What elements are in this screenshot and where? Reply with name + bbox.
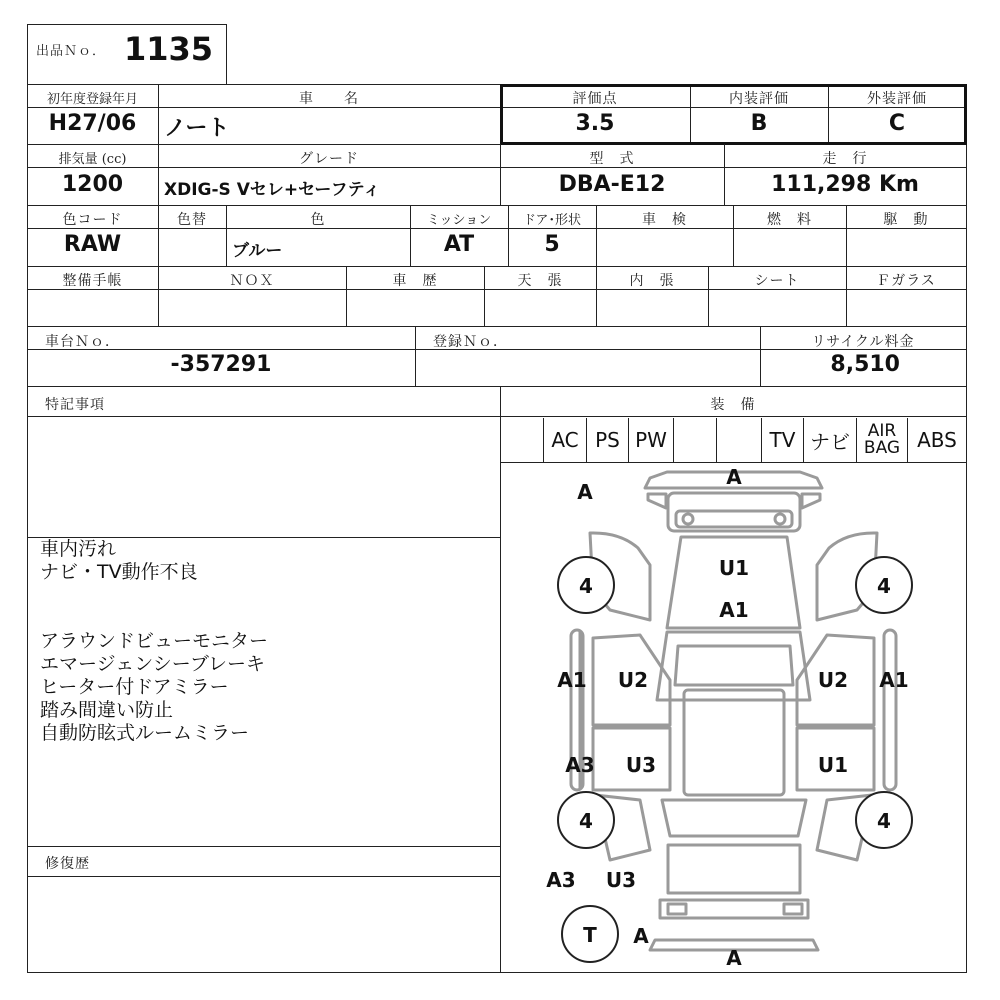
damage-mark: U1 [817, 753, 849, 777]
repair-label: 修復歴 [45, 856, 90, 872]
damage-mark: A3 [565, 753, 595, 777]
seat-label: シート [754, 273, 800, 289]
color-code-label: 色コード [62, 212, 123, 228]
damage-mark: A [726, 465, 742, 489]
note-line: 車内汚れ [40, 538, 117, 560]
car-diagram [501, 463, 966, 972]
equipment-label: 装 備 [710, 397, 756, 413]
note-line: エマージェンシーブレーキ [40, 653, 266, 675]
roof-label: 天 張 [517, 273, 563, 289]
interior-value: B [750, 111, 768, 136]
note-line: 踏み間違い防止 [40, 699, 174, 721]
glass-label: Ｆガラス [876, 273, 936, 289]
color-label: 色 [310, 212, 326, 228]
note-line: ヒーター付ドアミラー [40, 676, 229, 698]
registration-label: 登録Ｎｏ． [433, 334, 508, 350]
equip-item: AIR BAG [863, 421, 901, 458]
equip-item: ナビ [810, 429, 850, 454]
name-label: 車 名 [299, 91, 359, 107]
damage-mark: A [633, 924, 649, 948]
nox-label: ＮＯＸ [229, 273, 275, 289]
color-code-value: RAW [63, 232, 122, 257]
grade-label: グレード [299, 151, 359, 167]
damage-mark: A [577, 480, 593, 504]
transmission-value: AT [443, 232, 475, 257]
damage-mark: A1 [879, 668, 909, 692]
wheel-front-right: 4 [877, 574, 891, 598]
equip-item [674, 418, 716, 462]
damage-mark: U3 [625, 753, 657, 777]
damage-mark: U1 [718, 556, 750, 580]
note-line: アラウンドビューモニター [40, 630, 269, 652]
score-label: 評価点 [572, 91, 618, 107]
door-value: 5 [544, 232, 560, 257]
lot-label: 出品Ｎｏ． [36, 44, 107, 59]
maintenance-label: 整備手帳 [62, 273, 123, 289]
recycle-label: リサイクル料金 [811, 334, 915, 350]
damage-mark: A [726, 946, 742, 970]
recycle-value: 8,510 [830, 352, 900, 377]
equip-item: PS [595, 428, 620, 452]
wheel-rear-left: 4 [579, 809, 593, 833]
interior-label: 内装評価 [729, 91, 789, 107]
reg-value: H27/06 [48, 111, 137, 136]
history-label: 車 歴 [392, 273, 438, 289]
notes-label: 特記事項 [45, 397, 105, 413]
equip-item [501, 418, 543, 462]
reg-label: 初年度登録年月 [46, 92, 138, 107]
mileage-label: 走 行 [822, 151, 868, 167]
damage-mark: A1 [719, 598, 749, 622]
score-value: 3.5 [575, 111, 615, 136]
border-bottom [27, 972, 967, 973]
wheel-spare: T [583, 923, 597, 947]
equip-item: AC [551, 428, 579, 452]
damage-mark: U3 [605, 868, 637, 892]
equip-item: PW [635, 428, 667, 452]
wheel-rear-right: 4 [877, 809, 891, 833]
fuel-label: 燃 料 [767, 212, 812, 228]
damage-mark: U2 [817, 668, 849, 692]
lot-number: 1135 [124, 30, 214, 68]
chassis-value: -357291 [170, 352, 272, 377]
damage-mark: A1 [557, 668, 587, 692]
mileage-value: 111,298 Km [771, 172, 919, 197]
equip-item: TV [769, 428, 796, 452]
displacement-value: 1200 [61, 172, 124, 197]
displacement-label: 排気量 (cc) [58, 152, 127, 167]
inspection-label: 車 検 [642, 212, 687, 228]
border-right [966, 84, 967, 973]
damage-mark: A3 [546, 868, 576, 892]
exterior-label: 外装評価 [867, 91, 927, 107]
model-label: 型 式 [589, 151, 635, 167]
color-value: ブルー [232, 241, 283, 261]
equip-item [717, 418, 761, 462]
equip-item: ABS [917, 428, 957, 452]
repaint-label: 色替 [177, 212, 207, 228]
chassis-label: 車台Ｎｏ． [45, 334, 120, 350]
grade-value: XDIG-S Vセレ+セーフティ [164, 180, 381, 200]
note-line: ナビ・TV動作不良 [40, 561, 198, 583]
transmission-label: ミッション [426, 213, 492, 228]
note-line: 自動防眩式ルームミラー [40, 722, 250, 744]
drive-label: 駆 動 [883, 212, 929, 228]
damage-mark: U2 [617, 668, 649, 692]
model-value: DBA-E12 [558, 172, 666, 197]
door-label: ドア･形状 [522, 213, 582, 228]
exterior-value: C [888, 111, 906, 136]
wheel-front-left: 4 [579, 574, 593, 598]
name-value: ノート [164, 116, 230, 141]
interior-trim-label: 内 張 [629, 273, 675, 289]
